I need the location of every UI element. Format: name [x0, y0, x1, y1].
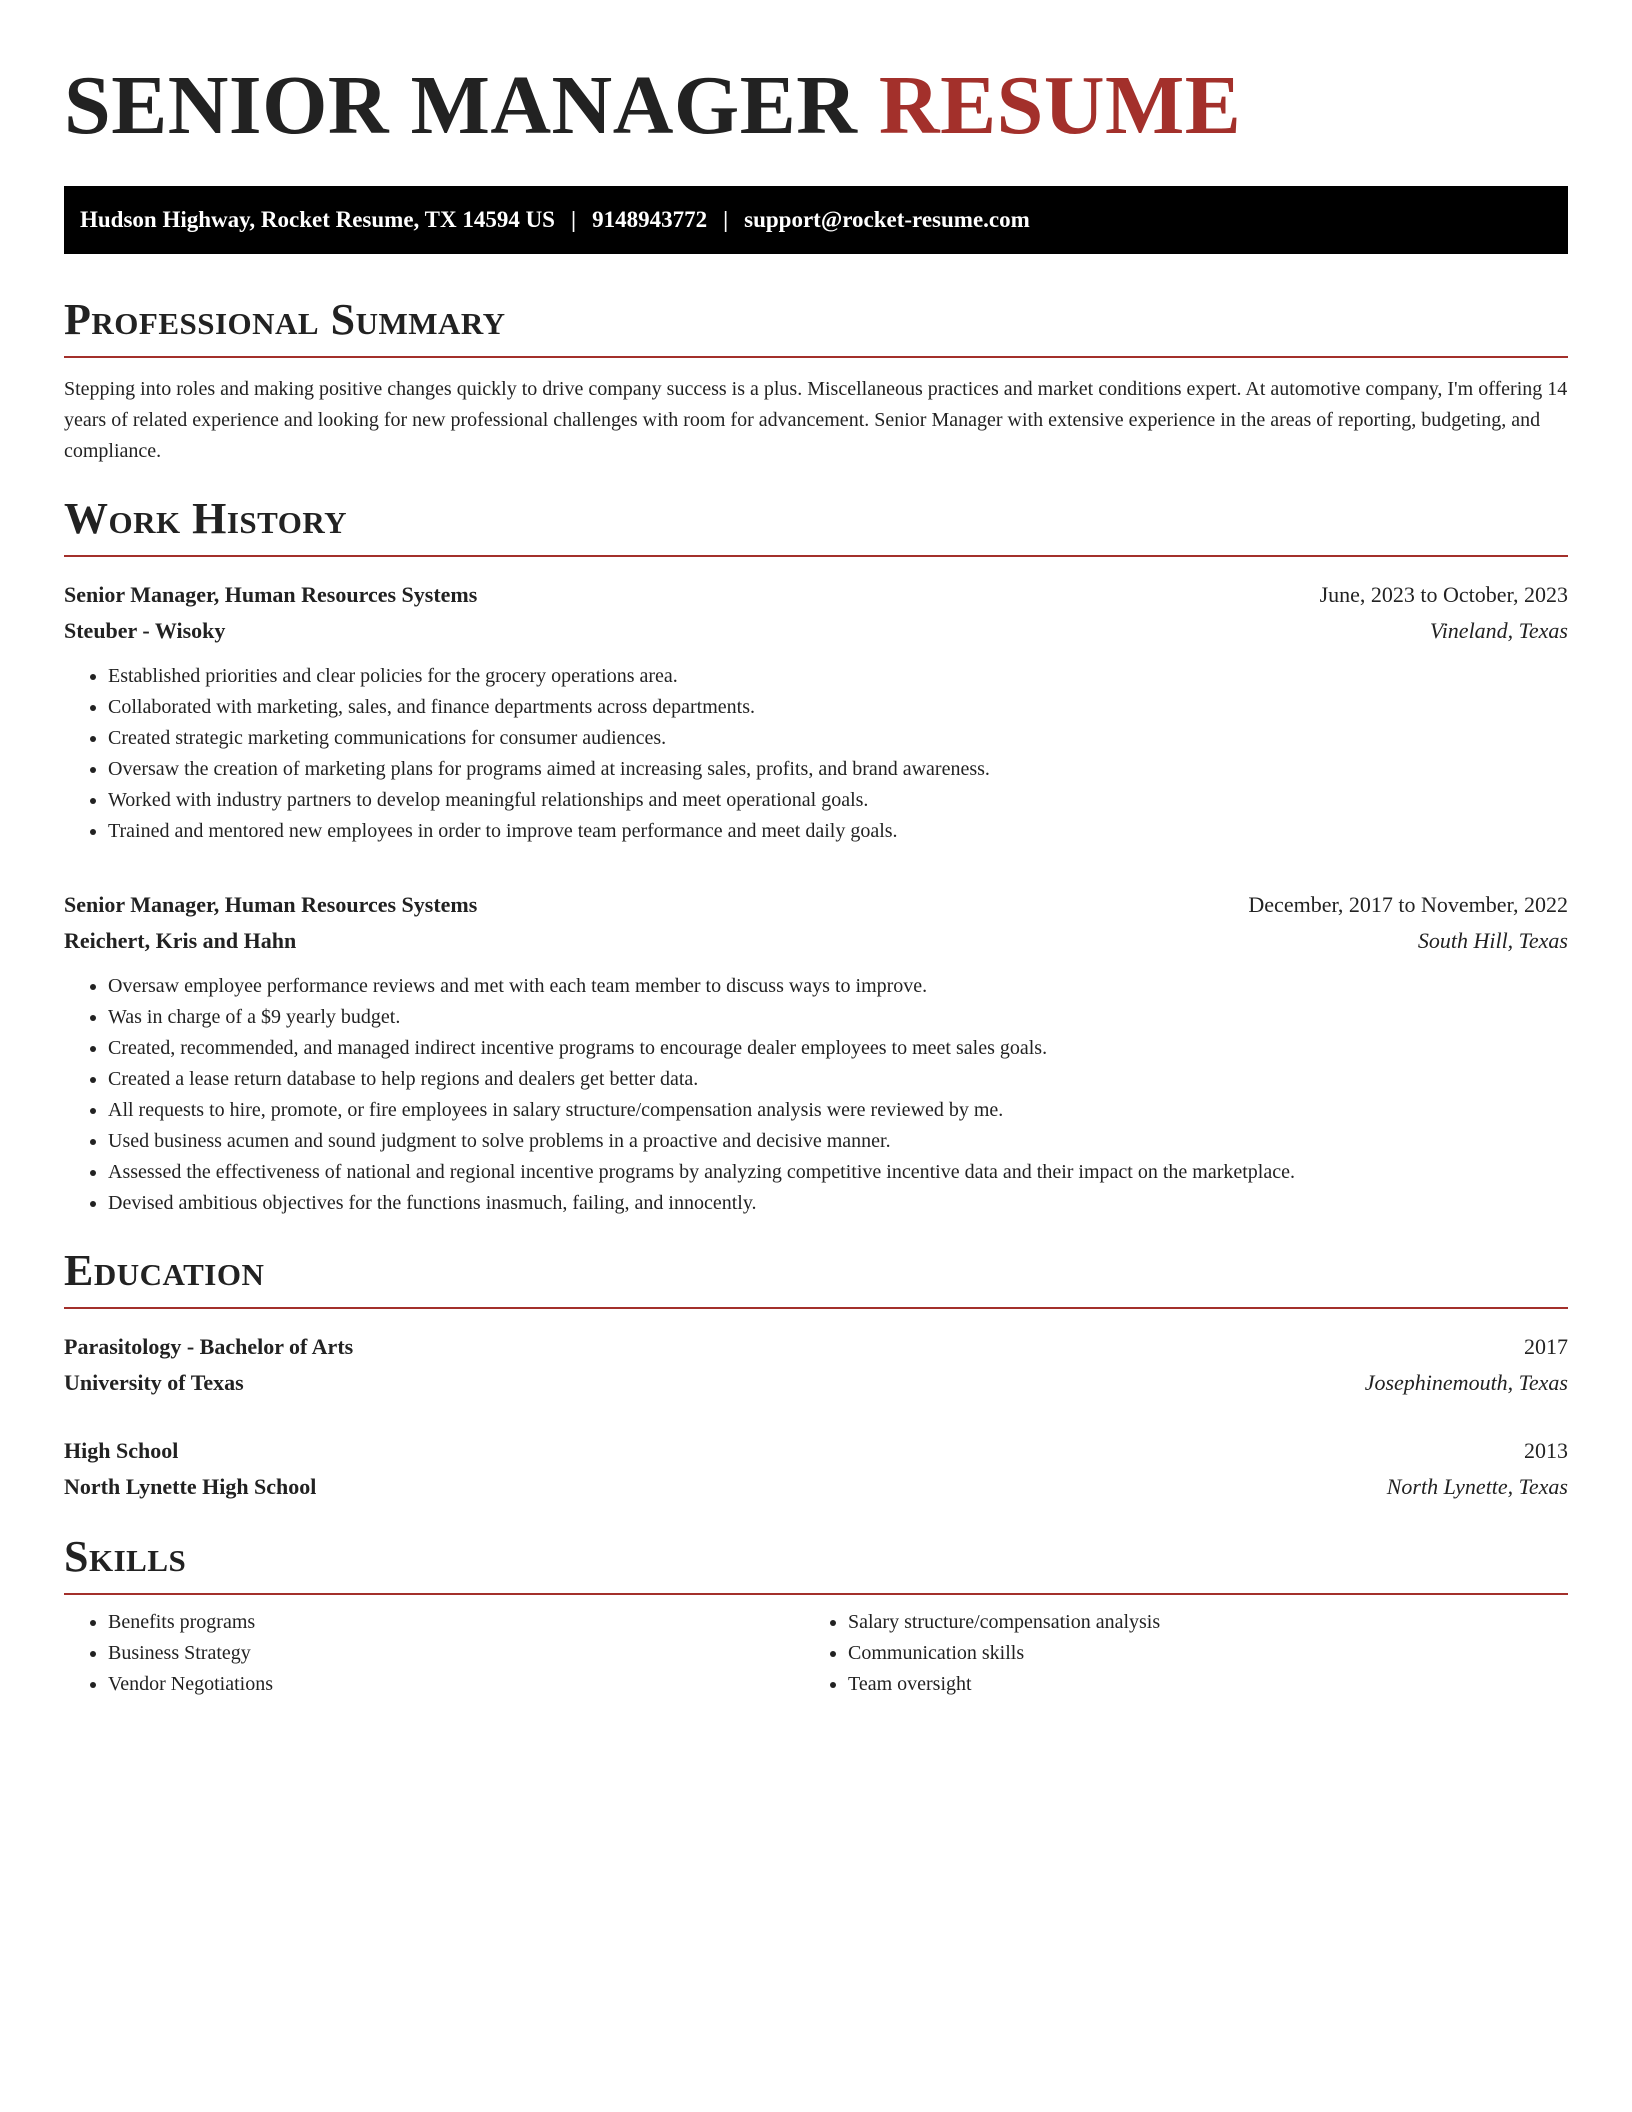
job-company-row	[64, 613, 1568, 649]
job-location: Vineland, Texas	[1429, 618, 1568, 643]
job-bullet: • Was in charge of a $9 yearly budget.	[108, 1002, 1568, 1033]
education-school-row	[64, 1469, 1568, 1505]
skill-item: • Benefits programs	[108, 1607, 804, 1638]
skill-item: • Communication skills	[848, 1638, 1544, 1669]
job-bullet: • Assessed the effectiveness of national and regional incentive programs by analyzing competitive incentive data and their impact on the marketplace.	[108, 1157, 1568, 1188]
job-company-row	[64, 923, 1568, 959]
title-main: SENIOR MANAGER	[64, 59, 858, 152]
summary-section	[64, 295, 1568, 467]
job-location: South Hill, Texas	[1417, 928, 1568, 953]
education-school: University of Texas	[64, 1370, 244, 1395]
contact-separator: |	[570, 207, 577, 232]
education-degree-row	[64, 1433, 1568, 1469]
job-title: Senior Manager, Human Resources Systems	[64, 892, 478, 917]
job-bullet: • Created a lease return database to help regions and dealers get better data.	[108, 1064, 1568, 1095]
job-entry	[64, 577, 1568, 847]
job-company: Steuber - Wisoky	[64, 618, 226, 643]
job-dates: December, 2017 to November, 2022	[1248, 892, 1568, 917]
job-bullet: • Worked with industry partners to develop meaningful relationships and meet operational goals.	[108, 785, 1568, 816]
job-bullet: • Oversaw employee performance reviews and met with each team member to discuss ways to improve.	[108, 971, 1568, 1002]
education-location: North Lynette, Texas	[1386, 1474, 1568, 1499]
job-bullet: • Used business acumen and sound judgment to solve problems in a proactive and decisive manner.	[108, 1126, 1568, 1157]
job-bullet: • All requests to hire, promote, or fire employees in salary structure/compensation analysis were reviewed by me.	[108, 1095, 1568, 1126]
skill-item: • Business Strategy	[108, 1638, 804, 1669]
job-dates: June, 2023 to October, 2023	[1319, 582, 1568, 607]
education-school: North Lynette High School	[64, 1474, 317, 1499]
skills-right-column	[804, 1607, 1544, 1700]
job-bullet: • Created, recommended, and managed indirect incentive programs to encourage dealer employees to meet sales goals.	[108, 1033, 1568, 1064]
education-degree: Parasitology - Bachelor of Arts	[64, 1334, 354, 1359]
job-bullets	[64, 971, 1568, 1219]
education-entry	[64, 1433, 1568, 1505]
resume-title	[64, 59, 1568, 152]
contact-bar	[64, 186, 1568, 254]
education-entry	[64, 1329, 1568, 1401]
work-history-heading: Work History	[64, 497, 1568, 557]
education-school-row	[64, 1365, 1568, 1401]
education-section	[64, 1246, 1568, 1505]
job-bullet: • Trained and mentored new employees in order to improve team performance and meet daily goals.	[108, 816, 1568, 847]
education-year: 2013	[1524, 1438, 1568, 1463]
job-bullet: • Devised ambitious objectives for the functions inasmuch, failing, and innocently.	[108, 1188, 1568, 1219]
skills-left-column	[64, 1607, 804, 1700]
job-company: Reichert, Kris and Hahn	[64, 928, 297, 953]
education-heading: Education	[64, 1249, 1568, 1309]
job-entry	[64, 887, 1568, 1219]
contact-phone: 9148943772	[592, 207, 708, 232]
work-history-section	[64, 494, 1568, 1219]
skills-section	[64, 1532, 1568, 1700]
job-bullet: • Established priorities and clear policies for the grocery operations area.	[108, 661, 1568, 692]
job-title-row	[64, 887, 1568, 923]
education-degree: High School	[64, 1438, 179, 1463]
job-title-row	[64, 577, 1568, 613]
contact-separator: |	[723, 207, 729, 232]
education-year: 2017	[1524, 1334, 1568, 1359]
title-accent: RESUME	[878, 59, 1242, 152]
summary-heading: Professional Summary	[64, 298, 1568, 358]
contact-email: support@rocket-resume.com	[744, 207, 1030, 232]
education-degree-row	[64, 1329, 1568, 1365]
job-bullet: • Oversaw the creation of marketing plans for programs aimed at increasing sales, profits, and brand awareness.	[108, 754, 1568, 785]
skill-item: • Salary structure/compensation analysis	[848, 1607, 1544, 1638]
skill-item: • Team oversight	[848, 1669, 1544, 1700]
skills-heading: Skills	[64, 1535, 1568, 1595]
summary-text: Stepping into roles and making positive changes quickly to drive company success is a plus. Miscellaneous practices and market conditions expert. At automotive company, I'm offering 14 years of related experience and looking for new professional challenges with room for advancement. Senior Manager with extensive experience in the areas of reporting, budgeting, and compliance.	[64, 378, 1568, 462]
skills-columns	[64, 1607, 1568, 1700]
education-location: Josephinemouth, Texas	[1364, 1370, 1568, 1395]
job-bullets	[64, 661, 1568, 847]
skill-item: • Vendor Negotiations	[108, 1669, 804, 1700]
contact-address: Hudson Highway, Rocket Resume, TX 14594 US	[80, 207, 555, 232]
job-bullet: • Created strategic marketing communications for consumer audiences.	[108, 723, 1568, 754]
job-title: Senior Manager, Human Resources Systems	[64, 582, 478, 607]
job-bullet: • Collaborated with marketing, sales, and finance departments across departments.	[108, 692, 1568, 723]
